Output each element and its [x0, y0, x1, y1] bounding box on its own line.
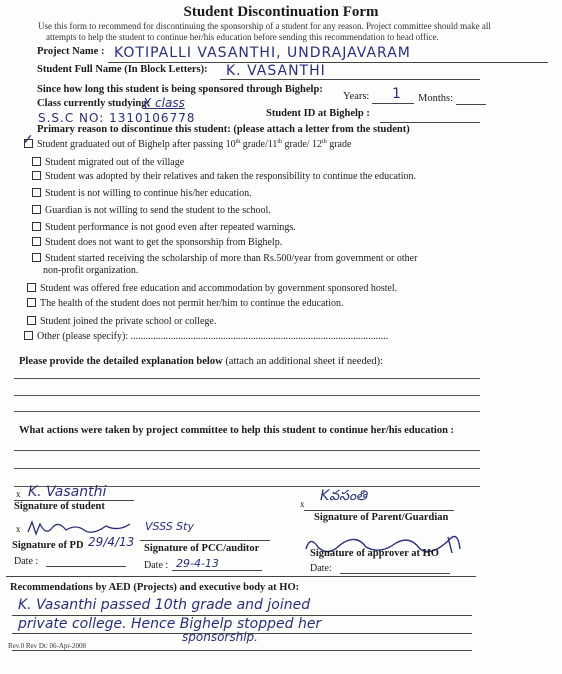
checkbox-icon[interactable] [27, 283, 36, 292]
cross-mark: x [300, 499, 305, 509]
reason-option[interactable]: Student performance is not good even after repeated warnings. [32, 222, 296, 233]
duration-label: Since how long this student is being sponsored through Bighelp: [37, 84, 323, 95]
recommendation-line-2[interactable]: private college. Hence Bighelp stopped her [18, 616, 322, 632]
project-name-line [108, 62, 548, 63]
pd-date-label: Date : [14, 556, 39, 567]
pcc-signature[interactable]: VSSS Sty [145, 520, 194, 533]
class-value[interactable]: X class [143, 96, 185, 110]
months-label: Months: [418, 93, 454, 104]
pcc-date-value[interactable]: 29-4-13 [176, 557, 219, 570]
cross-mark: x [16, 524, 21, 534]
reason-option[interactable]: Guardian is not willing to send the student to the school. [32, 205, 271, 216]
reasons-heading: Primary reason to discontinue this student: (please attach a letter from the student) [37, 124, 410, 135]
reason-option[interactable]: Student does not want to get the sponsorship from Bighelp. [32, 237, 282, 248]
project-name-value[interactable]: KOTIPALLI VASANTHI, UNDRAJAVARAM [114, 45, 411, 61]
checkbox-icon[interactable] [32, 205, 41, 214]
pcc-date-label: Date : [144, 560, 169, 571]
student-name-value[interactable]: K. VASANTHI [226, 63, 326, 79]
checkbox-icon[interactable] [27, 316, 36, 325]
reason-option[interactable]: Student was offered free education and accommodation by government sponsored hostel. [27, 283, 397, 294]
reason-option[interactable]: Student migrated out of the village [32, 157, 184, 168]
reason-option[interactable]: Student started receiving the scholarship of more than Rs.500/year from government or other [32, 253, 417, 264]
explanation-line[interactable] [14, 378, 480, 379]
pcc-date-line [172, 570, 262, 571]
checkbox-icon[interactable] [32, 171, 41, 180]
approver-signature-label: Signature of approver at HO [310, 548, 439, 559]
student-id-line [380, 122, 480, 123]
parent-signature[interactable]: Kవసంతి [320, 488, 368, 504]
reason-option[interactable]: Student is not willing to continue his/her education. [32, 188, 252, 199]
reason-option[interactable]: The health of the student does not permit her/him to continue the education. [27, 298, 344, 309]
years-label: Years: [343, 91, 370, 102]
checkbox-icon[interactable] [32, 188, 41, 197]
explanation-note: (attach an additional sheet if needed): [225, 356, 384, 367]
revision-footer: Rev.0 Rev Dt: 06-Apr-2008 [8, 642, 86, 650]
pd-date-line [46, 566, 126, 567]
ssc-number[interactable]: S.S.C NO: 1310106778 [38, 111, 196, 125]
explanation-line[interactable] [14, 395, 480, 396]
approver-date-label: Date: [310, 563, 332, 574]
actions-line[interactable] [14, 468, 480, 469]
recommendation-line-1[interactable]: K. Vasanthi passed 10th grade and joined [18, 597, 311, 613]
section-divider [6, 576, 476, 577]
checkbox-icon[interactable] [32, 253, 41, 262]
parent-signature-line [304, 510, 454, 511]
student-signature[interactable]: K. Vasanthi [28, 484, 107, 500]
student-id-label: Student ID at Bighelp : [266, 108, 370, 119]
form-intro [38, 21, 491, 43]
intro-line-1: Use this form to recommend for discontinuing the sponsorship of a student for any reason. Project committee should make all [38, 21, 491, 31]
pd-signature-label: Signature of PD [12, 540, 84, 551]
recommendation-line-3[interactable]: sponsorship. [182, 630, 258, 644]
student-signature-label: Signature of student [14, 501, 105, 512]
checkbox-icon[interactable] [32, 222, 41, 231]
reason-option[interactable]: Student joined the private school or college. [27, 316, 216, 327]
checkbox-icon[interactable] [24, 331, 33, 340]
cross-mark: x [16, 489, 21, 499]
pcc-signature-line [140, 540, 270, 541]
explanation-label-row [19, 356, 383, 367]
student-name-line [220, 79, 480, 80]
approver-date-line [340, 573, 450, 574]
recommendation-rule [12, 650, 472, 651]
actions-line[interactable] [14, 450, 480, 451]
reason-option[interactable]: Student was adopted by their relatives and taken the responsibility to continue the education. [32, 171, 416, 182]
reason-option-continued: non-profit organization. [43, 265, 139, 276]
form-title: Student Discontinuation Form [183, 4, 379, 20]
class-label: Class currently studying: [37, 98, 150, 109]
checkbox-checked-icon[interactable] [22, 133, 34, 148]
reason-option-other[interactable]: Other (please specify): ....................................................................................................... [24, 331, 388, 342]
months-line [456, 104, 486, 105]
intro-line-2: attempts to help the student to continue her/his education before sending this recommendation to head office. [46, 32, 439, 42]
check-mark-icon: ✓ [22, 133, 34, 148]
checkbox-icon[interactable] [32, 157, 41, 166]
project-name-label: Project Name : [37, 46, 105, 57]
checkbox-icon[interactable] [27, 298, 36, 307]
recommendations-label: Recommendations by AED (Projects) and executive body at HO: [10, 582, 300, 593]
pd-date-value[interactable]: 29/4/13 [88, 535, 135, 549]
explanation-line[interactable] [14, 411, 480, 412]
actions-label: What actions were taken by project committee to help this student to continue her/his education : [19, 425, 455, 436]
years-line [372, 103, 414, 104]
reason-option[interactable]: ✓ Student graduated out of Bighelp after passing 10th grade/11th grade/ 12th grade [22, 133, 352, 150]
parent-signature-label: Signature of Parent/Guardian [314, 512, 449, 523]
checkbox-icon[interactable] [32, 237, 41, 246]
student-name-label: Student Full Name (In Block Letters): [37, 64, 208, 75]
years-value[interactable]: 1 [392, 86, 402, 102]
pcc-signature-label: Signature of PCC/auditor [144, 543, 260, 554]
explanation-label: Please provide the detailed explanation below [19, 356, 223, 367]
